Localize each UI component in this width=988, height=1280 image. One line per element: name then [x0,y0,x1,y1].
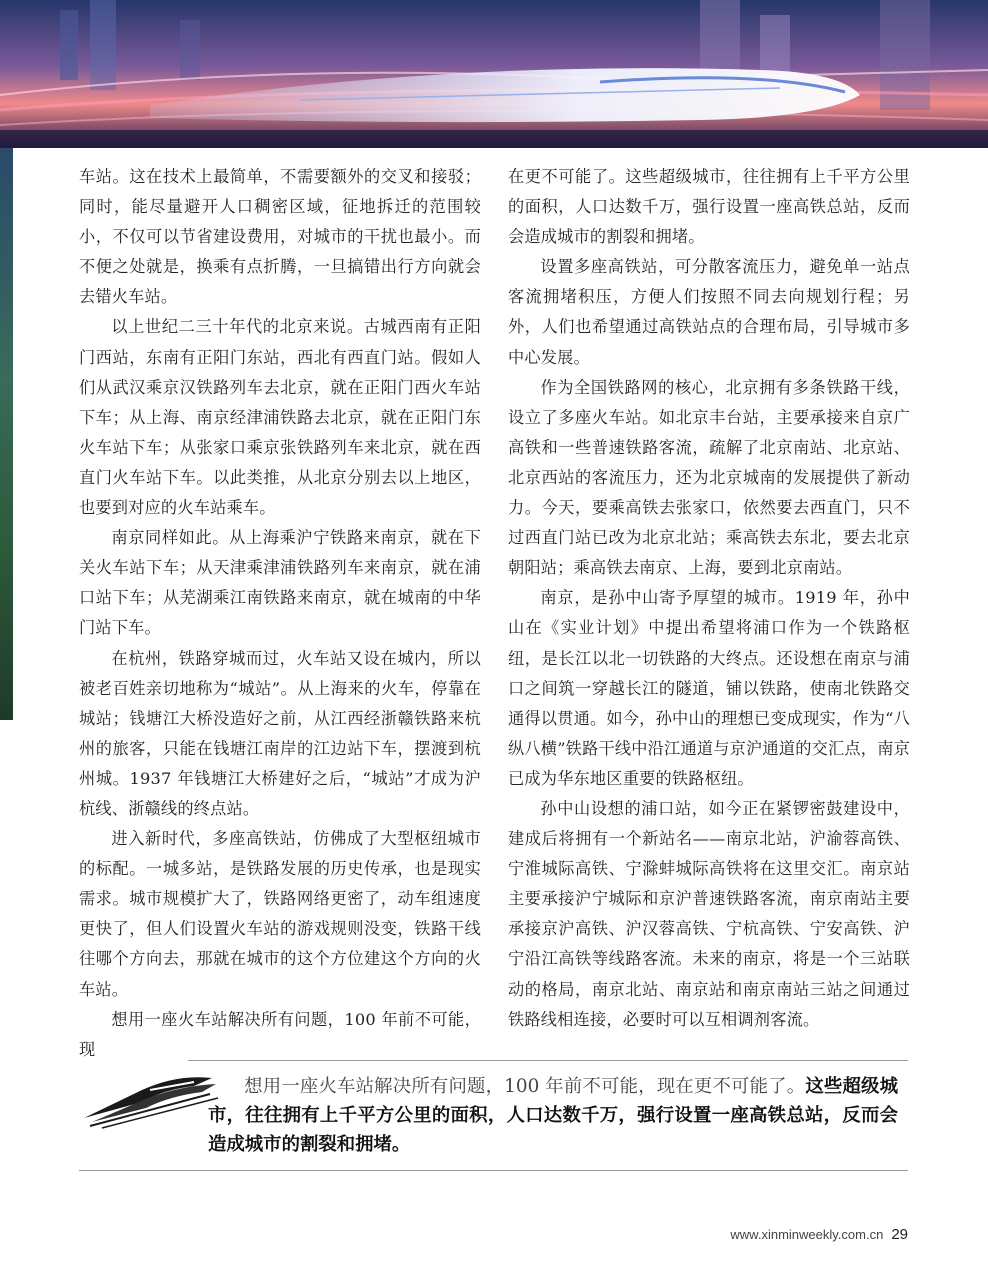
pull-quote-bold: 这些超级城市，往往拥有上千平方公里的面积，人口达数千万，强行设置一座高铁总站，反而会造成城市的割裂和拥堵。 [208,1076,898,1155]
paragraph: 设置多座高铁站，可分散客流压力，避免单一站点客流拥堵积压，方便人们按照不同去向规划行程；另外，人们也希望通过高铁站点的合理布局，引导城市多中心发展。 [508,257,910,367]
hero-image-high-speed-train [0,0,988,148]
page-footer [730,1226,908,1243]
website-url: www.xinminweekly.com.cn [730,1227,884,1242]
paragraph: 作为全国铁路网的核心，北京拥有多条铁路干线，设立了多座火车站。如北京丰台站，主要承接来自京广高铁和一些普速铁路客流，疏解了北京南站、北京站、北京西站的客流压力，还为北京城南的发展提供了新动力。今天，要乘高铁去张家口，依然要去西直门，只不过西直门站已改为北京北站；乘高铁去东北，要去北京朝阳站；乘高铁去南京、上海，要到北京南站。 [508,377,910,578]
pull-quote-light: 想用一座火车站解决所有问题，100 年前不可能，现在更不可能了。 [244,1076,806,1097]
paragraph: 在杭州，铁路穿城而过，火车站又设在城内，所以被老百姓亲切地称为“城站”。从上海来的火车，停靠在城站；钱塘江大桥没造好之前，从江西经浙赣铁路来杭州的旅客，只能在钱塘江南岸的江边站下车，摆渡到杭州城。1937 年钱塘江大桥建好之后，“城站”才成为沪杭线、浙赣线的终点站。 [79,648,481,818]
article-column-right [508,162,910,1035]
paragraph: 进入新时代，多座高铁站，仿佛成了大型枢纽城市的标配。一城多站，是铁路发展的历史传承，也是现实需求。城市规模扩大了，铁路网络更密了，动车组速度更快了，但人们设置火车站的游戏规则没变，铁路干线往哪个方向去，那就在城市的这个方位建这个方向的火车站。 [79,829,481,999]
pull-quote-bottom-rule [79,1170,908,1171]
pull-quote [208,1072,898,1159]
paragraph: 车站。这在技术上最简单，不需要额外的交叉和接驳；同时，能尽量避开人口稠密区域，征地拆迁的范围较小，不仅可以节省建设费用，对城市的干扰也最小。而不便之处就是，换乘有点折腾，一旦搞错出行方向就会去错火车站。 [79,167,481,307]
article-column-left [79,162,481,1065]
paragraph: 以上世纪二三十年代的北京来说。古城西南有正阳门西站，东南有正阳门东站，西北有西直门站。假如人们从武汉乘京汉铁路列车去北京，就在正阳门西火车站下车；从上海、南京经津浦铁路去北京，就在正阳门东火车站下车；从张家口乘京张铁路列车来北京，就在西直门火车站下车。以此类推，从北京分别去以上地区，也要到对应的火车站乘车。 [79,317,481,518]
side-image-strip [0,148,13,720]
paragraph: 南京，是孙中山寄予厚望的城市。1919 年，孙中山在《实业计划》中提出希望将浦口作为一个铁路枢纽，是长江以北一切铁路的大终点。还设想在南京与浦口之间筑一穿越长江的隧道，铺以铁路，使南北铁路交通得以贯通。如今，孙中山的理想已变成现实，作为“八纵八横”铁路干线中沿江通道与京沪通道的交汇点，南京已成为华东地区重要的铁路枢纽。 [508,588,910,788]
paragraph: 在更不可能了。这些超级城市，往往拥有上千平方公里的面积，人口达数千万，强行设置一座高铁总站，反而会造成城市的割裂和拥堵。 [508,167,910,247]
paragraph: 南京同样如此。从上海乘沪宁铁路来南京，就在下关火车站下车；从天津乘津浦铁路列车来南京，就在浦口站下车；从芜湖乘江南铁路来南京，就在城南的中华门站下车。 [79,528,481,638]
train-icon [82,1060,220,1130]
paragraph: 想用一座火车站解决所有问题，100 年前不可能，现 [79,1009,481,1059]
page-number: 29 [891,1226,908,1243]
pull-quote-top-rule [188,1060,908,1061]
paragraph: 孙中山设想的浦口站，如今正在紧锣密鼓建设中，建成后将拥有一个新站名——南京北站，沪渝蓉高铁、宁淮城际高铁、宁滁蚌城际高铁将在这里交汇。南京站主要承接沪宁城际和京沪普速铁路客流，南京南站主要承接京沪高铁、沪汉蓉高铁、宁杭高铁、宁安高铁、沪宁沿江高铁等线路客流。未来的南京，将是一个三站联动的格局，南京北站、南京站和南京南站三站之间通过铁路线相连接，必要时可以互相调剂客流。 [508,798,910,1029]
train-illustration [0,0,988,148]
